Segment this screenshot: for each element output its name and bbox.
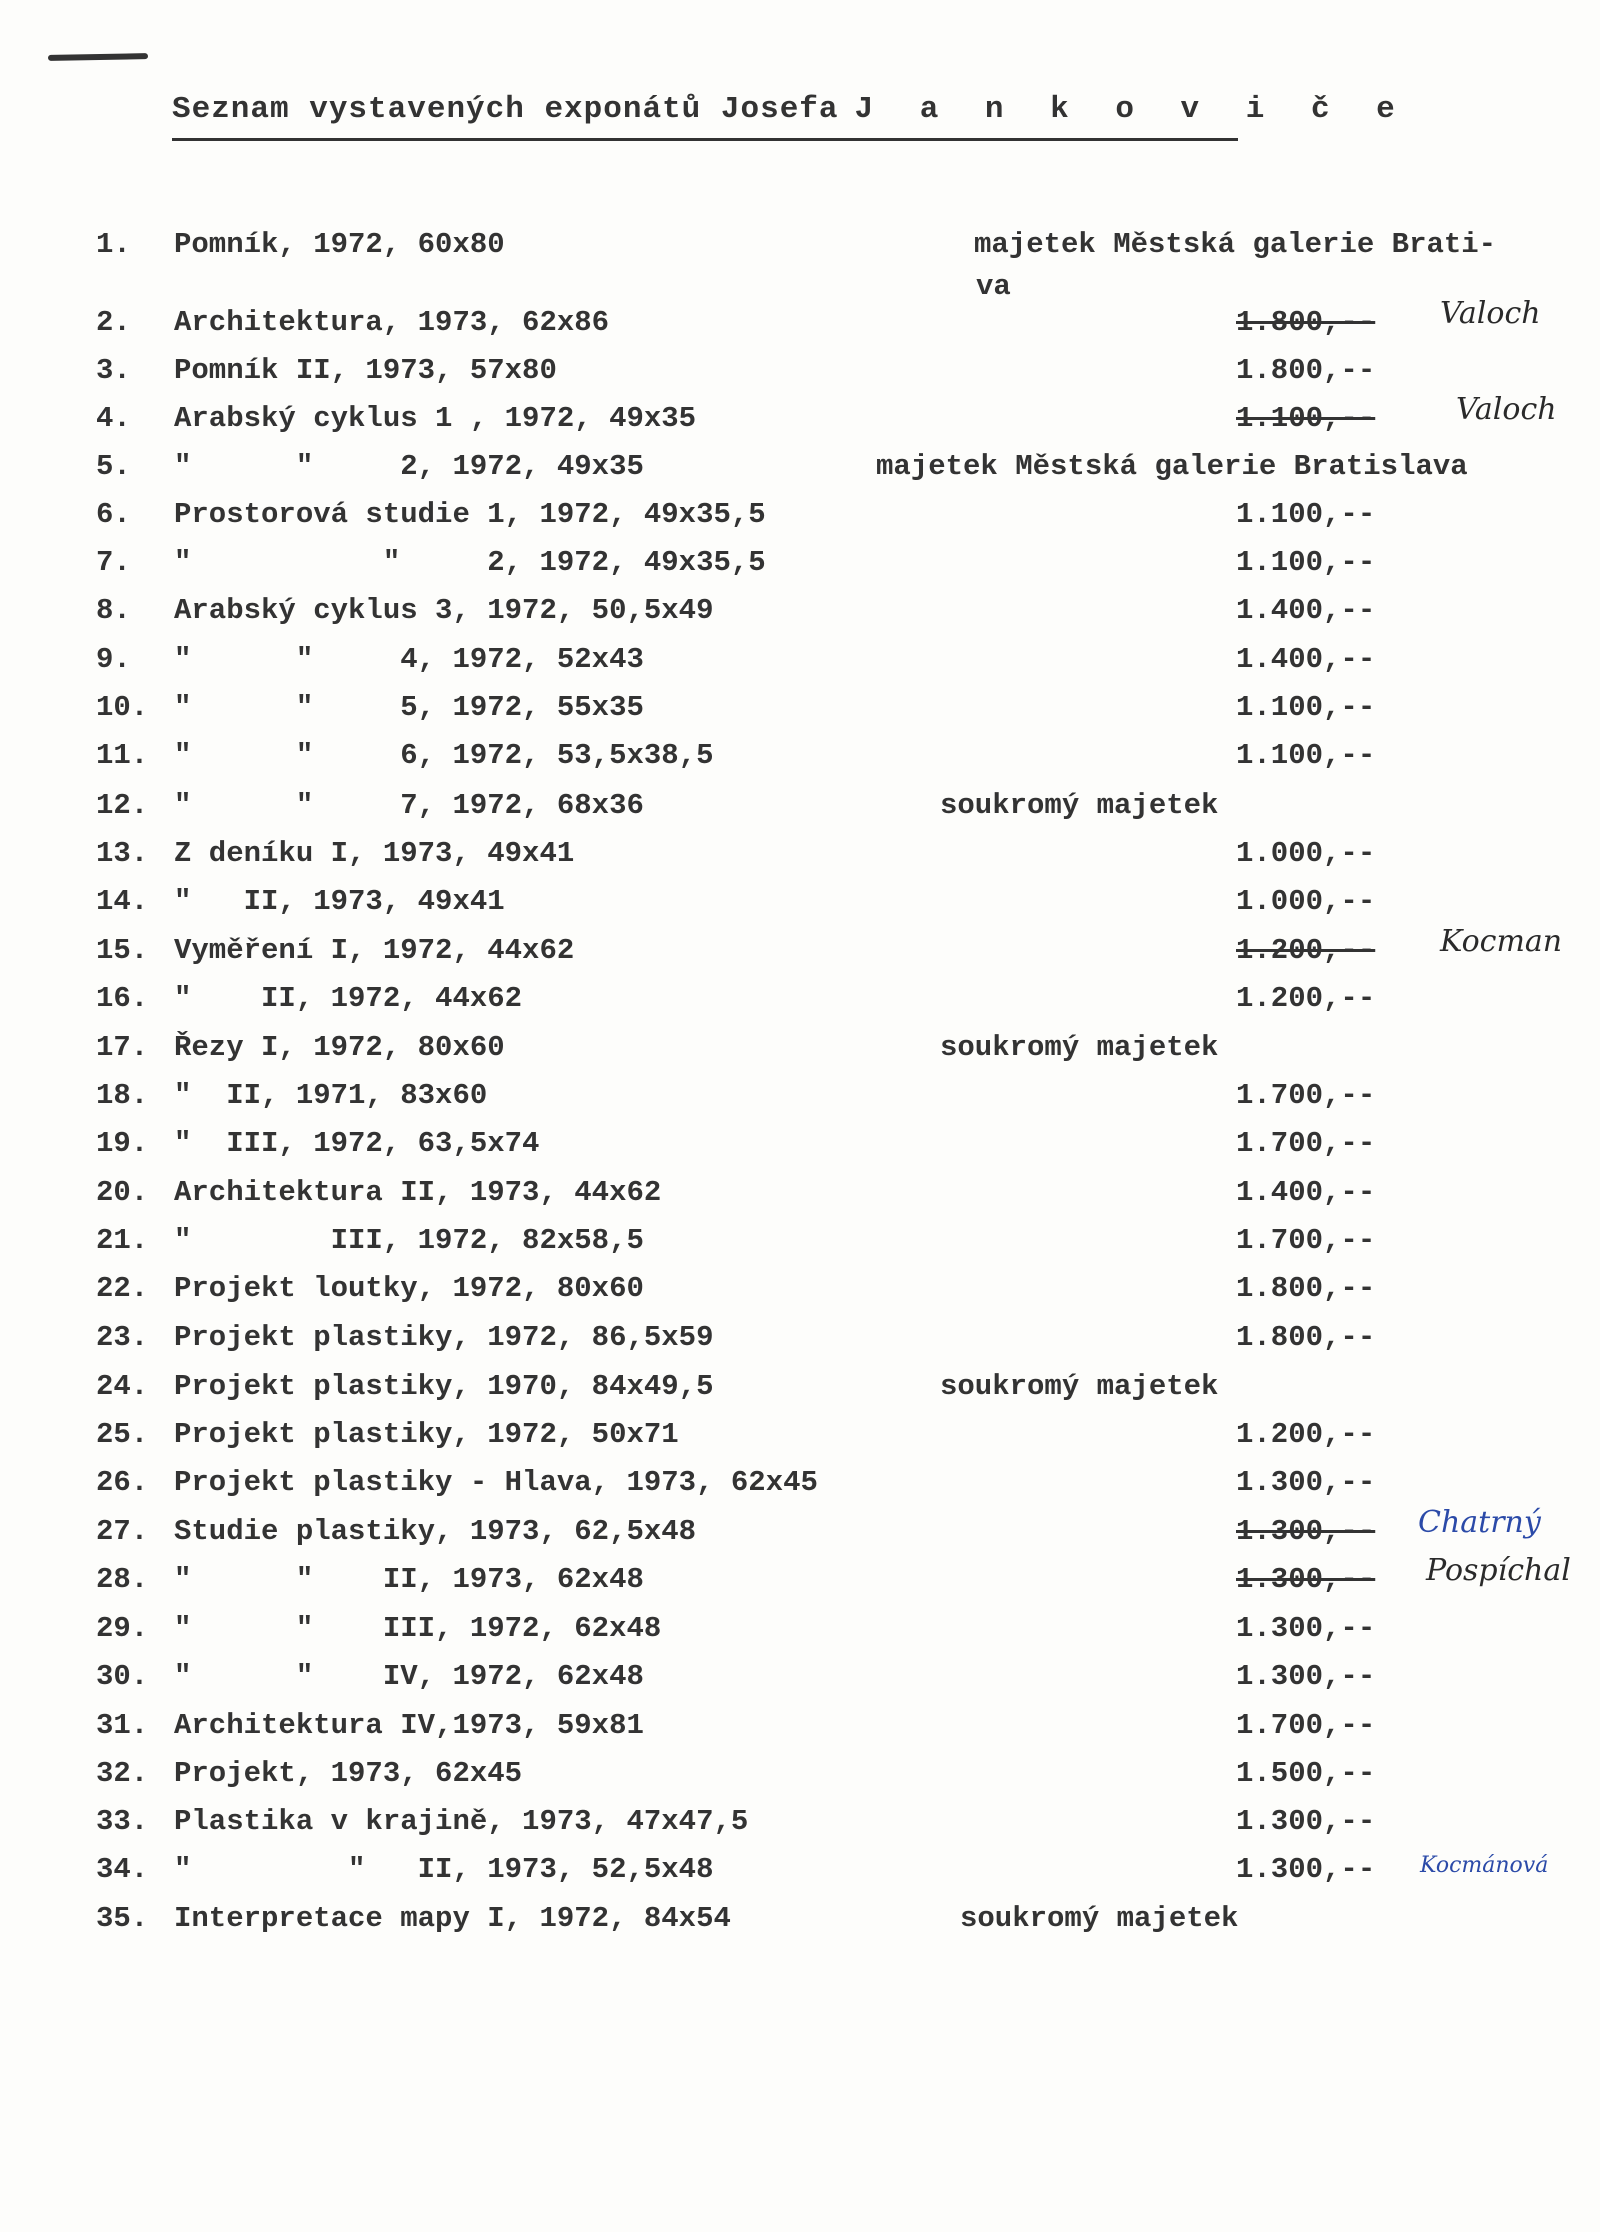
item-title: " " IV, 1972, 62x48 [174, 1660, 644, 1693]
list-item [0, 1660, 1600, 1708]
item-number: 25. [96, 1418, 149, 1451]
item-title: Plastika v krajině, 1973, 47x47,5 [174, 1805, 749, 1838]
list-item [0, 392, 1600, 450]
list-item [0, 1757, 1600, 1805]
item-number: 8. [96, 594, 131, 627]
title-prefix: Seznam vystavených exponátů Josefa [172, 92, 839, 127]
item-price: 1.300,-- [1236, 1853, 1376, 1886]
list-item [0, 1272, 1600, 1320]
item-title: " " 2, 1972, 49x35 [174, 450, 644, 483]
list-item [0, 982, 1600, 1030]
item-number: 31. [96, 1709, 149, 1742]
item-number: 18. [96, 1079, 149, 1112]
item-number: 26. [96, 1466, 149, 1499]
item-title: Řezy I, 1972, 80x60 [174, 1031, 505, 1064]
item-title: " " 2, 1972, 49x35,5 [174, 546, 766, 579]
list-item [0, 1370, 1600, 1418]
list-item [0, 837, 1600, 885]
item-title: " " 6, 1972, 53,5x38,5 [174, 739, 714, 772]
item-title: Pomník II, 1973, 57x80 [174, 354, 557, 387]
list-item [0, 1805, 1600, 1853]
item-title: " II, 1973, 49x41 [174, 885, 505, 918]
handwritten-note: Chatrný [1418, 1505, 1541, 1540]
handwritten-note: Valoch [1440, 296, 1541, 331]
item-title: " " III, 1972, 62x48 [174, 1612, 662, 1645]
item-number: 17. [96, 1031, 149, 1064]
item-owner: soukromý majetek [960, 1902, 1239, 1935]
list-item [0, 1321, 1600, 1369]
item-price: 1.100,-- [1236, 739, 1376, 772]
item-price: 1.200,-- [1236, 934, 1376, 967]
item-price: 1.300,-- [1236, 1466, 1376, 1499]
item-title: " II, 1971, 83x60 [174, 1079, 488, 1112]
item-number: 3. [96, 354, 131, 387]
item-number: 29. [96, 1612, 149, 1645]
item-price: 1.800,-- [1236, 1272, 1376, 1305]
list-item [0, 924, 1600, 982]
item-number: 13. [96, 837, 149, 870]
item-price: 1.000,-- [1236, 837, 1376, 870]
list-item [0, 1709, 1600, 1757]
list-item [0, 691, 1600, 739]
item-price: 1.700,-- [1236, 1224, 1376, 1257]
list-item [0, 1224, 1600, 1272]
item-price: 1.100,-- [1236, 402, 1376, 435]
list-item [0, 643, 1600, 691]
item-title: " III, 1972, 63,5x74 [174, 1127, 540, 1160]
item-price: 1.100,-- [1236, 498, 1376, 531]
item-title: Interpretace mapy I, 1972, 84x54 [174, 1902, 731, 1935]
item-number: 28. [96, 1563, 149, 1596]
item-owner: soukromý majetek [940, 1031, 1219, 1064]
item-price: 1.300,-- [1236, 1515, 1376, 1548]
item-title: Projekt, 1973, 62x45 [174, 1757, 523, 1790]
item-number: 22. [96, 1272, 149, 1305]
item-price: 1.800,-- [1236, 306, 1376, 339]
list-item [0, 296, 1600, 354]
item-number: 30. [96, 1660, 149, 1693]
item-number: 5. [96, 450, 131, 483]
list-item [0, 1176, 1600, 1224]
item-title: Projekt plastiky, 1972, 86,5x59 [174, 1321, 714, 1354]
item-title: Pomník, 1972, 60x80 [174, 228, 505, 261]
item-owner-continuation: va [976, 270, 1011, 303]
item-number: 12. [96, 789, 149, 822]
item-title: " III, 1972, 82x58,5 [174, 1224, 644, 1257]
list-item [0, 1612, 1600, 1660]
item-title: Projekt plastiky, 1972, 50x71 [174, 1418, 679, 1451]
item-number: 35. [96, 1902, 149, 1935]
item-price: 1.400,-- [1236, 594, 1376, 627]
item-price: 1.200,-- [1236, 1418, 1376, 1451]
list-item [0, 1466, 1600, 1514]
list-item [0, 885, 1600, 933]
list-item [0, 498, 1600, 546]
document-title [172, 92, 1409, 127]
item-title: Projekt loutky, 1972, 80x60 [174, 1272, 644, 1305]
handwritten-note: Pospíchal [1426, 1553, 1571, 1588]
list-item [0, 1079, 1600, 1127]
item-number: 2. [96, 306, 131, 339]
item-title: Z deníku I, 1973, 49x41 [174, 837, 575, 870]
item-title: Arabský cyklus 3, 1972, 50,5x49 [174, 594, 714, 627]
handwritten-note: Kocmánová [1420, 1853, 1549, 1878]
handwritten-note: Kocman [1440, 924, 1563, 959]
item-title: Architektura IV,1973, 59x81 [174, 1709, 644, 1742]
item-number: 9. [96, 643, 131, 676]
item-owner: majetek Městská galerie Bratislava [876, 450, 1468, 483]
item-number: 21. [96, 1224, 149, 1257]
item-number: 16. [96, 982, 149, 1015]
item-title: Architektura II, 1973, 44x62 [174, 1176, 662, 1209]
item-owner: soukromý majetek [940, 1370, 1219, 1403]
item-title: " " 5, 1972, 55x35 [174, 691, 644, 724]
list-item [0, 1418, 1600, 1466]
item-price: 1.700,-- [1236, 1709, 1376, 1742]
item-title: " " II, 1973, 62x48 [174, 1563, 644, 1596]
item-number: 33. [96, 1805, 149, 1838]
item-title: " II, 1972, 44x62 [174, 982, 523, 1015]
list-item [0, 228, 1600, 303]
list-item [0, 594, 1600, 642]
list-item [0, 739, 1600, 787]
item-number: 24. [96, 1370, 149, 1403]
item-price: 1.400,-- [1236, 643, 1376, 676]
item-price: 1.100,-- [1236, 546, 1376, 579]
title-surname: J a n k o v i č e [854, 92, 1409, 127]
list-item [0, 1553, 1600, 1611]
item-number: 23. [96, 1321, 149, 1354]
item-number: 14. [96, 885, 149, 918]
item-owner: majetek Městská galerie Brati- [974, 228, 1497, 261]
item-title: Studie plastiky, 1973, 62,5x48 [174, 1515, 697, 1548]
item-number: 34. [96, 1853, 149, 1886]
list-item [0, 1853, 1600, 1901]
item-owner: soukromý majetek [940, 789, 1219, 822]
item-price: 1.300,-- [1236, 1612, 1376, 1645]
item-title: Projekt plastiky - Hlava, 1973, 62x45 [174, 1466, 818, 1499]
item-price: 1.700,-- [1236, 1127, 1376, 1160]
list-item [0, 450, 1600, 498]
list-item [0, 1902, 1600, 1950]
paperclip-mark [48, 53, 148, 61]
item-price: 1.400,-- [1236, 1176, 1376, 1209]
handwritten-note: Valoch [1456, 392, 1557, 427]
item-title: " " 7, 1972, 68x36 [174, 789, 644, 822]
item-title: " " II, 1973, 52,5x48 [174, 1853, 714, 1886]
item-number: 6. [96, 498, 131, 531]
list-item [0, 546, 1600, 594]
item-price: 1.300,-- [1236, 1660, 1376, 1693]
item-number: 11. [96, 739, 149, 772]
item-title: Prostorová studie 1, 1972, 49x35,5 [174, 498, 766, 531]
item-price: 1.000,-- [1236, 885, 1376, 918]
item-title: " " 4, 1972, 52x43 [174, 643, 644, 676]
item-number: 32. [96, 1757, 149, 1790]
item-price: 1.500,-- [1236, 1757, 1376, 1790]
list-item [0, 1031, 1600, 1079]
item-number: 1. [96, 228, 131, 261]
list-item [0, 1505, 1600, 1563]
item-title: Arabský cyklus 1 , 1972, 49x35 [174, 402, 697, 435]
list-item [0, 1127, 1600, 1175]
item-price: 1.100,-- [1236, 691, 1376, 724]
item-price: 1.200,-- [1236, 982, 1376, 1015]
item-number: 19. [96, 1127, 149, 1160]
item-number: 7. [96, 546, 131, 579]
item-title: Architektura, 1973, 62x86 [174, 306, 610, 339]
item-price: 1.800,-- [1236, 1321, 1376, 1354]
item-title: Vyměření I, 1972, 44x62 [174, 934, 575, 967]
item-number: 4. [96, 402, 131, 435]
item-number: 15. [96, 934, 149, 967]
item-price: 1.300,-- [1236, 1805, 1376, 1838]
item-number: 10. [96, 691, 149, 724]
item-price: 1.700,-- [1236, 1079, 1376, 1112]
item-price: 1.300,-- [1236, 1563, 1376, 1596]
item-number: 27. [96, 1515, 149, 1548]
list-item [0, 789, 1600, 837]
list-item [0, 354, 1600, 402]
title-underline [172, 138, 1238, 141]
item-number: 20. [96, 1176, 149, 1209]
item-title: Projekt plastiky, 1970, 84x49,5 [174, 1370, 714, 1403]
item-price: 1.800,-- [1236, 354, 1376, 387]
